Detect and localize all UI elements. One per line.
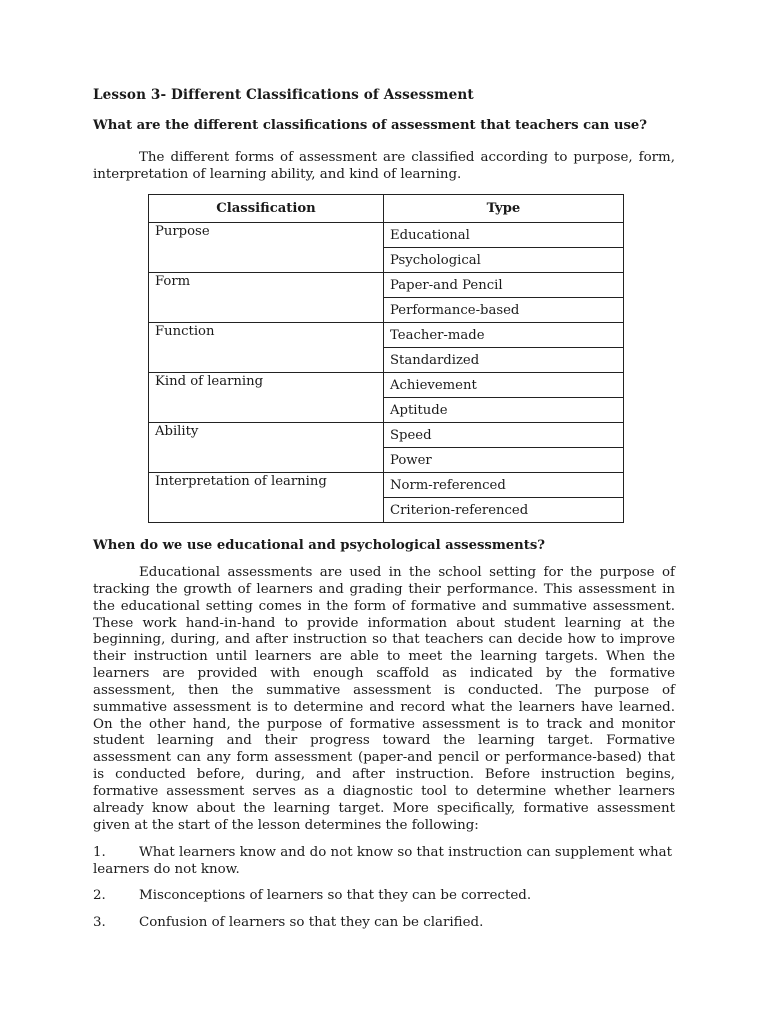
type-cell: Norm-referenced: [384, 473, 624, 498]
table-row: [149, 473, 624, 498]
type-cell: Speed: [384, 423, 624, 448]
list-item: [93, 888, 675, 905]
table-row: [149, 323, 624, 348]
question-when-to-use: When do we use educational and psychological assessments?: [93, 538, 545, 553]
question-classifications: What are the different classifications of assessment that teachers can use?: [93, 118, 648, 133]
classification-cell: Ability: [149, 423, 384, 473]
classification-cell: Kind of learning: [149, 373, 384, 423]
classification-cell: Purpose: [149, 223, 384, 273]
table-row: [149, 223, 624, 248]
intro-paragraph: The different forms of assessment are classified according to purpose, form, interpretation of learning ability, and kind of learning.: [93, 150, 675, 182]
list-number: 2.: [93, 888, 106, 903]
type-cell: Power: [384, 448, 624, 473]
type-cell: Educational: [384, 223, 624, 248]
list-text: What learners know and do not know so that instruction can supplement what learners do not know.: [93, 845, 673, 877]
table-row: [149, 273, 624, 298]
classification-cell: Interpretation of learning: [149, 473, 384, 523]
type-cell: Aptitude: [384, 398, 624, 423]
type-cell: Performance-based: [384, 298, 624, 323]
list-text: Misconceptions of learners so that they can be corrected.: [139, 888, 532, 903]
lesson-title: Lesson 3- Different Classifications of Assessment: [93, 87, 474, 103]
header-classification: Classification: [149, 195, 384, 223]
classification-cell: Function: [149, 323, 384, 373]
list-text: Confusion of learners so that they can be clarified.: [139, 915, 484, 930]
list-item: [93, 845, 675, 878]
table-header-row: [149, 195, 624, 223]
table-row: [149, 373, 624, 398]
type-cell: Psychological: [384, 248, 624, 273]
list-number: 3.: [93, 915, 106, 930]
type-cell: Achievement: [384, 373, 624, 398]
header-type: Type: [384, 195, 624, 223]
classification-cell: Form: [149, 273, 384, 323]
type-cell: Standardized: [384, 348, 624, 373]
table-row: [149, 423, 624, 448]
list-item: [93, 915, 675, 932]
body-paragraph: Educational assessments are used in the school setting for the purpose of tracking the growth of learners and grading their performance. This assessment in the educational setting comes in the form of formative and summative assessment. These work hand-in-hand to provide information about student learning at the beginning, during, and after instruction so that teachers can decide how to improve their instruction until learners are able to meet the learning targets. When the learners are provided with enough scaffold as indicated by the formative assessment, then the summative assessment is conducted. The purpose of summative assessment is to determine and record what the learners have learned. On the other hand, the purpose of formative assessment is to track and monitor student learning and their progress toward the learning target. Formative assessment can any form assessment (paper-and pencil or performance-based) that is conducted before, during, and after instruction. Before instruction begins, formative assessment serves as a diagnostic tool to determine whether learners already know about the learning target. More specifically, formative assessment given at the start of the lesson determines the following:: [93, 565, 675, 833]
classification-table: [148, 194, 624, 523]
type-cell: Paper-and Pencil: [384, 273, 624, 298]
type-cell: Teacher-made: [384, 323, 624, 348]
list-number: 1.: [93, 845, 106, 860]
type-cell: Criterion-referenced: [384, 498, 624, 523]
